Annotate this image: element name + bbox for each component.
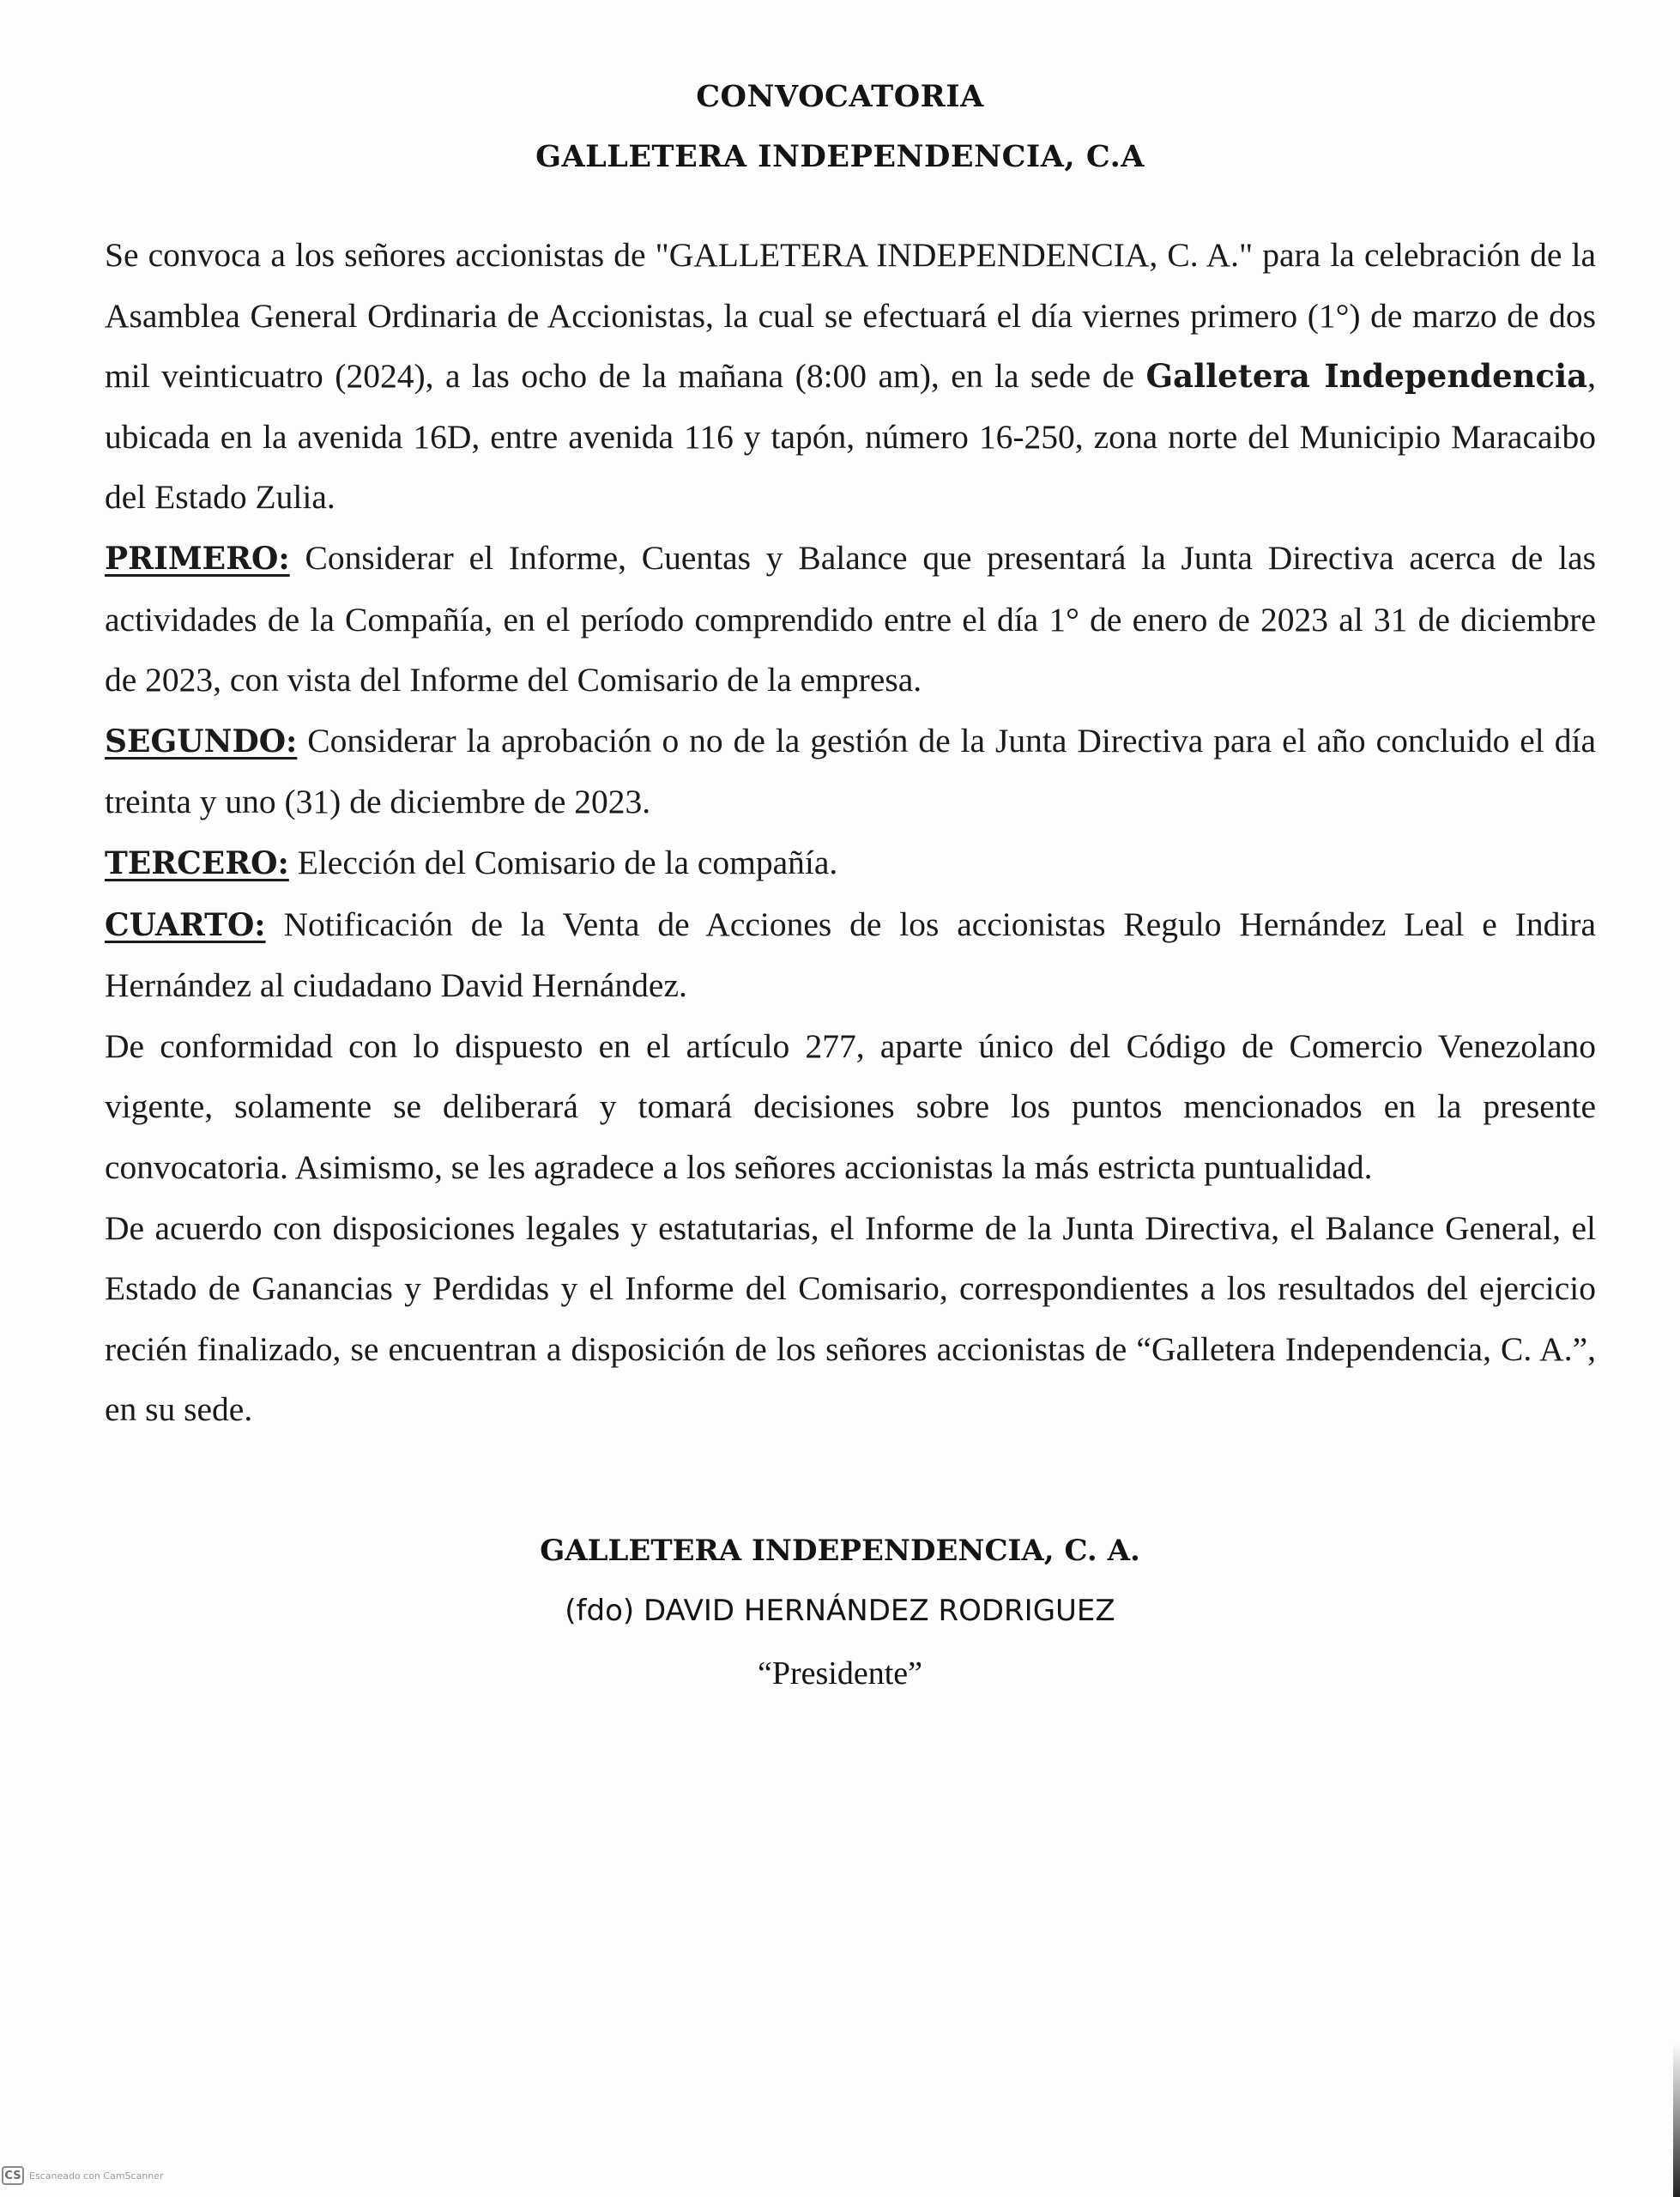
item-label-cuarto: CUARTO: (105, 906, 266, 943)
paragraph-conformidad: De conformidad con lo dispuesto en el artículo 277, aparte único del Código de Comercio Venezolano vigente, solamente se deliberará y tomará decisiones sobre los puntos mencionados en la presente convocatoria. Asimismo, se les agradece a los señores accionistas la más estricta puntualidad. (105, 1026, 1596, 1186)
item-text-tercero: Elección del Comisario de la compañía. (288, 843, 838, 881)
company-heading: GALLETERA INDEPENDENCIA, C.A (535, 139, 1145, 174)
signature-name: (fdo) DAVID HERNÁNDEZ RODRIGUEZ (565, 1594, 1115, 1628)
item-tercero (105, 832, 1596, 894)
item-label-tercero: TERCERO: (105, 844, 289, 881)
item-label-primero: PRIMERO: (105, 540, 290, 577)
scan-edge-shadow (1673, 2043, 1680, 2197)
item-primero (105, 528, 1596, 711)
company-name-bold: Galletera Independencia (1145, 357, 1588, 396)
item-text-segundo: Considerar la aprobación o no de la gestión de la Junta Directiva para el año concluido el día treinta y uno (31) de diciembre de 2023. (105, 721, 1596, 821)
scanner-watermark (2, 2166, 164, 2185)
intro-text-2: , ubicada en la avenida 16D, entre avenida 116 y tapón, número 16-250, zona norte del Municipio Maracaibo del Estado Zulia. (105, 357, 1596, 517)
paragraph-acuerdo: De acuerdo con disposiciones legales y estatutarias, el Informe de la Junta Directiva, el Balance General, el Estado de Ganancias y Perdidas y el Informe del Comisario, correspondientes a los resultados del ejercicio recién finalizado, se encuentran a disposición de los señores accionistas de “Galletera Independencia, C. A.”, en su sede. (105, 1208, 1596, 1429)
item-label-segundo: SEGUNDO: (105, 723, 298, 760)
document-title: CONVOCATORIA (696, 79, 984, 114)
signature-role: “Presidente” (757, 1655, 923, 1692)
camscanner-logo-icon: CS (2, 2166, 24, 2185)
item-text-primero: Considerar el Informe, Cuentas y Balance que presentará la Junta Directiva acerca de las actividades de la Compañía, en el período comprendido entre el día 1° de enero de 2023 al 31 de diciembre de 2023, con vista del Informe del Comisario de la empresa. (105, 538, 1596, 699)
document-body (105, 225, 1596, 1440)
item-segundo (105, 711, 1596, 832)
intro-paragraph (105, 225, 1596, 528)
item-text-cuarto: Notificación de la Venta de Acciones de los accionistas Regulo Hernández Leal e Indira Hernández al ciudadano David Hernández. (105, 905, 1596, 1005)
intro-text-1: Se convoca a los señores accionistas de "GALLETERA INDEPENDENCIA, C. A." para la celebración de la Asamblea General Ordinaria de Accionistas, la cual se efectuará el día viernes primero (1°) de marzo de dos mil veinticuatro (2024), a las ocho de la mañana (8:00 am), en la sede de (105, 236, 1596, 396)
item-cuarto (105, 894, 1596, 1016)
signature-company: GALLETERA INDEPENDENCIA, C. A. (540, 1534, 1140, 1568)
scanner-text: Escaneado con CamScanner (29, 2170, 164, 2182)
